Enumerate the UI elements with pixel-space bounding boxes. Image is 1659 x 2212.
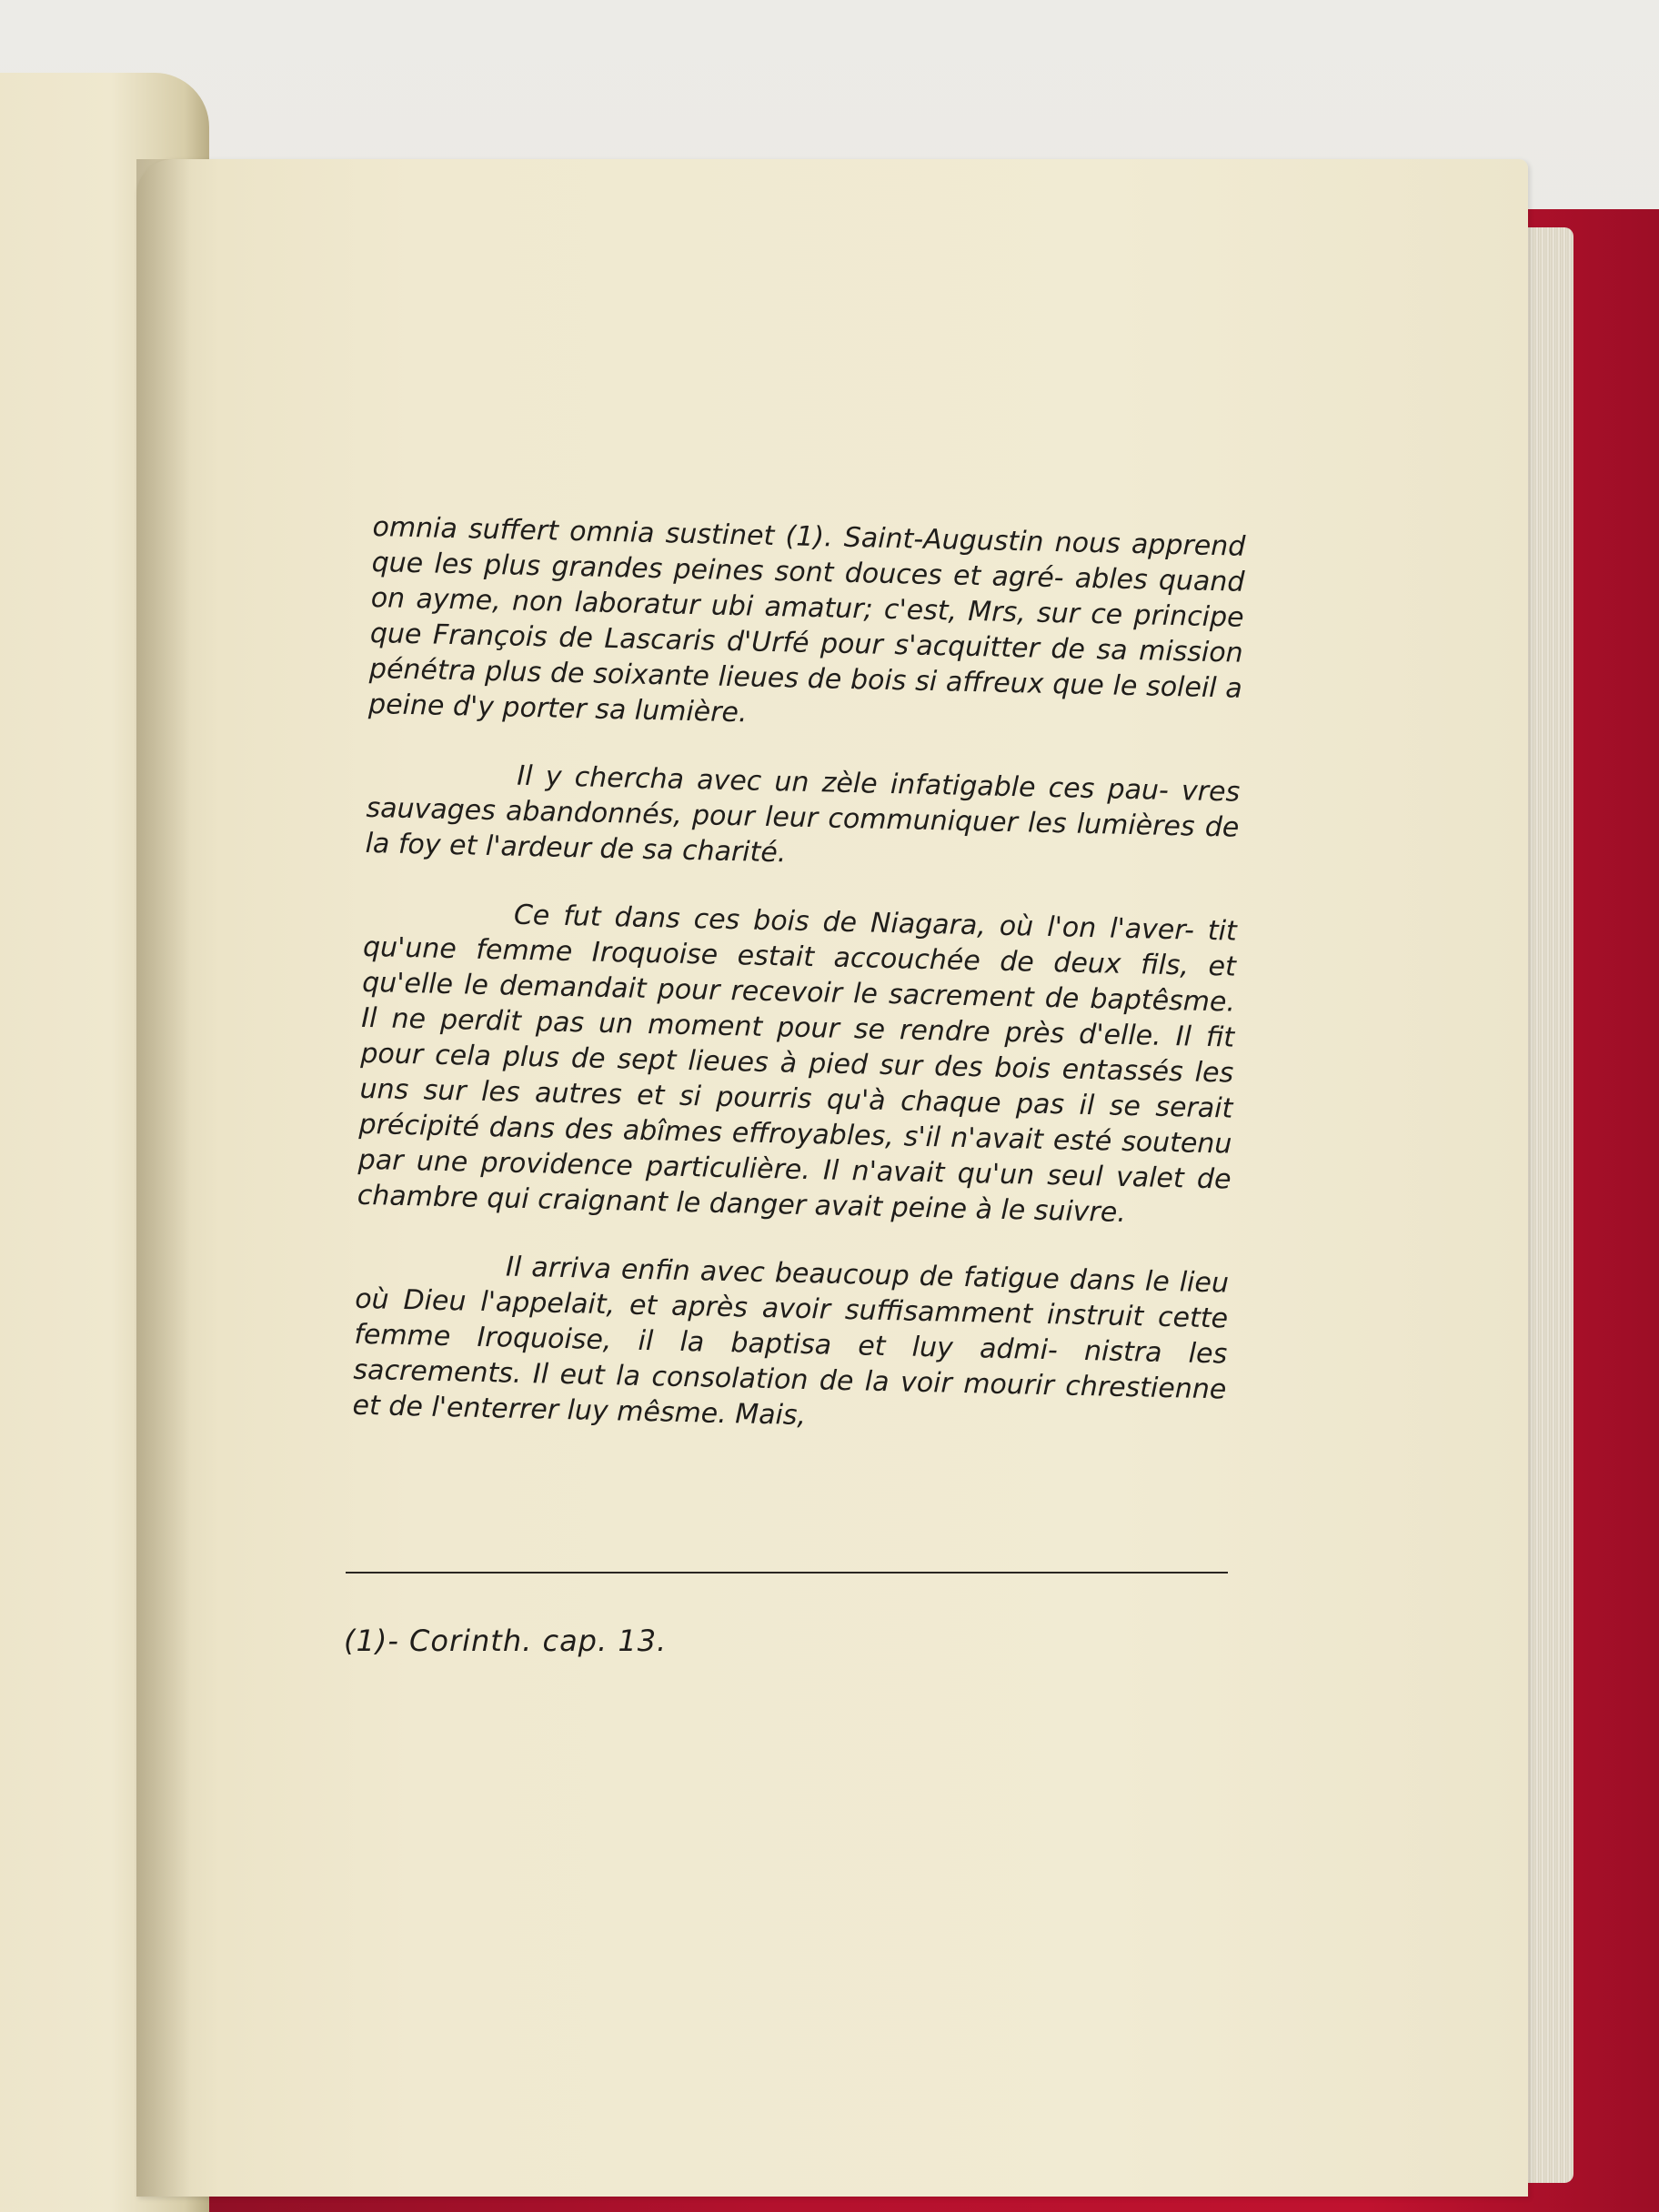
paragraph-3: Ce fut dans ces bois de Niagara, où l'on l'aver- tit qu'une femme Iroquoise estait accouchée de deux fils, et qu'elle le demandait pour recevoir le sacrement de baptêsme. Il ne perdit pas un moment pour se rendre près d'elle. Il fit pour cela plus de sept lieues à pied sur des bois entassés les uns sur les autres et si pourris qu'à chaque pas il se serait précipité dans des abîmes effroyables, s'il n'avait esté soutenu par une providence particulière. Il n'avait qu'un seul valet de chambre qui craignant le danger avait peine à le suivre. (357, 899, 1238, 1229)
paragraph-1: omnia suffert omnia sustinet (1). Saint-Augustin nous apprend que les plus grandes peines sont douces et agré- ables quand on ayme, non laboratur ubi amatur; c'est, Mrs, sur ce principe que François de Lascaris d'Urfé pour s'acquitter de sa mission pénétra plus de soixante lieues de bois si affreux que le soleil a peine d'y porter sa lumière. (367, 510, 1246, 729)
gutter-shadow (136, 159, 191, 2197)
footnote: (1)- Corinth. cap. 13. (344, 1624, 668, 1658)
paragraph-2: Il y chercha avec un zèle infatigable ces pau- vres sauvages abandonnés, pour leur communiquer les lumières de la foy et l'ardeur de sa charité. (365, 759, 1241, 870)
paragraph-4: Il arriva enfin avec beaucoup de fatigue dans le lieu où Dieu l'appelait, et après avoir suffisamment instruit cette femme Iroquoise, il la baptisa et luy admi- nistra les sacrements. Il eut la consolation de la voir mourir chrestienne et de l'enterrer luy mêsme. Mais, (352, 1251, 1230, 1433)
body-text (351, 509, 1245, 1476)
footnote-rule (346, 1572, 1228, 1574)
